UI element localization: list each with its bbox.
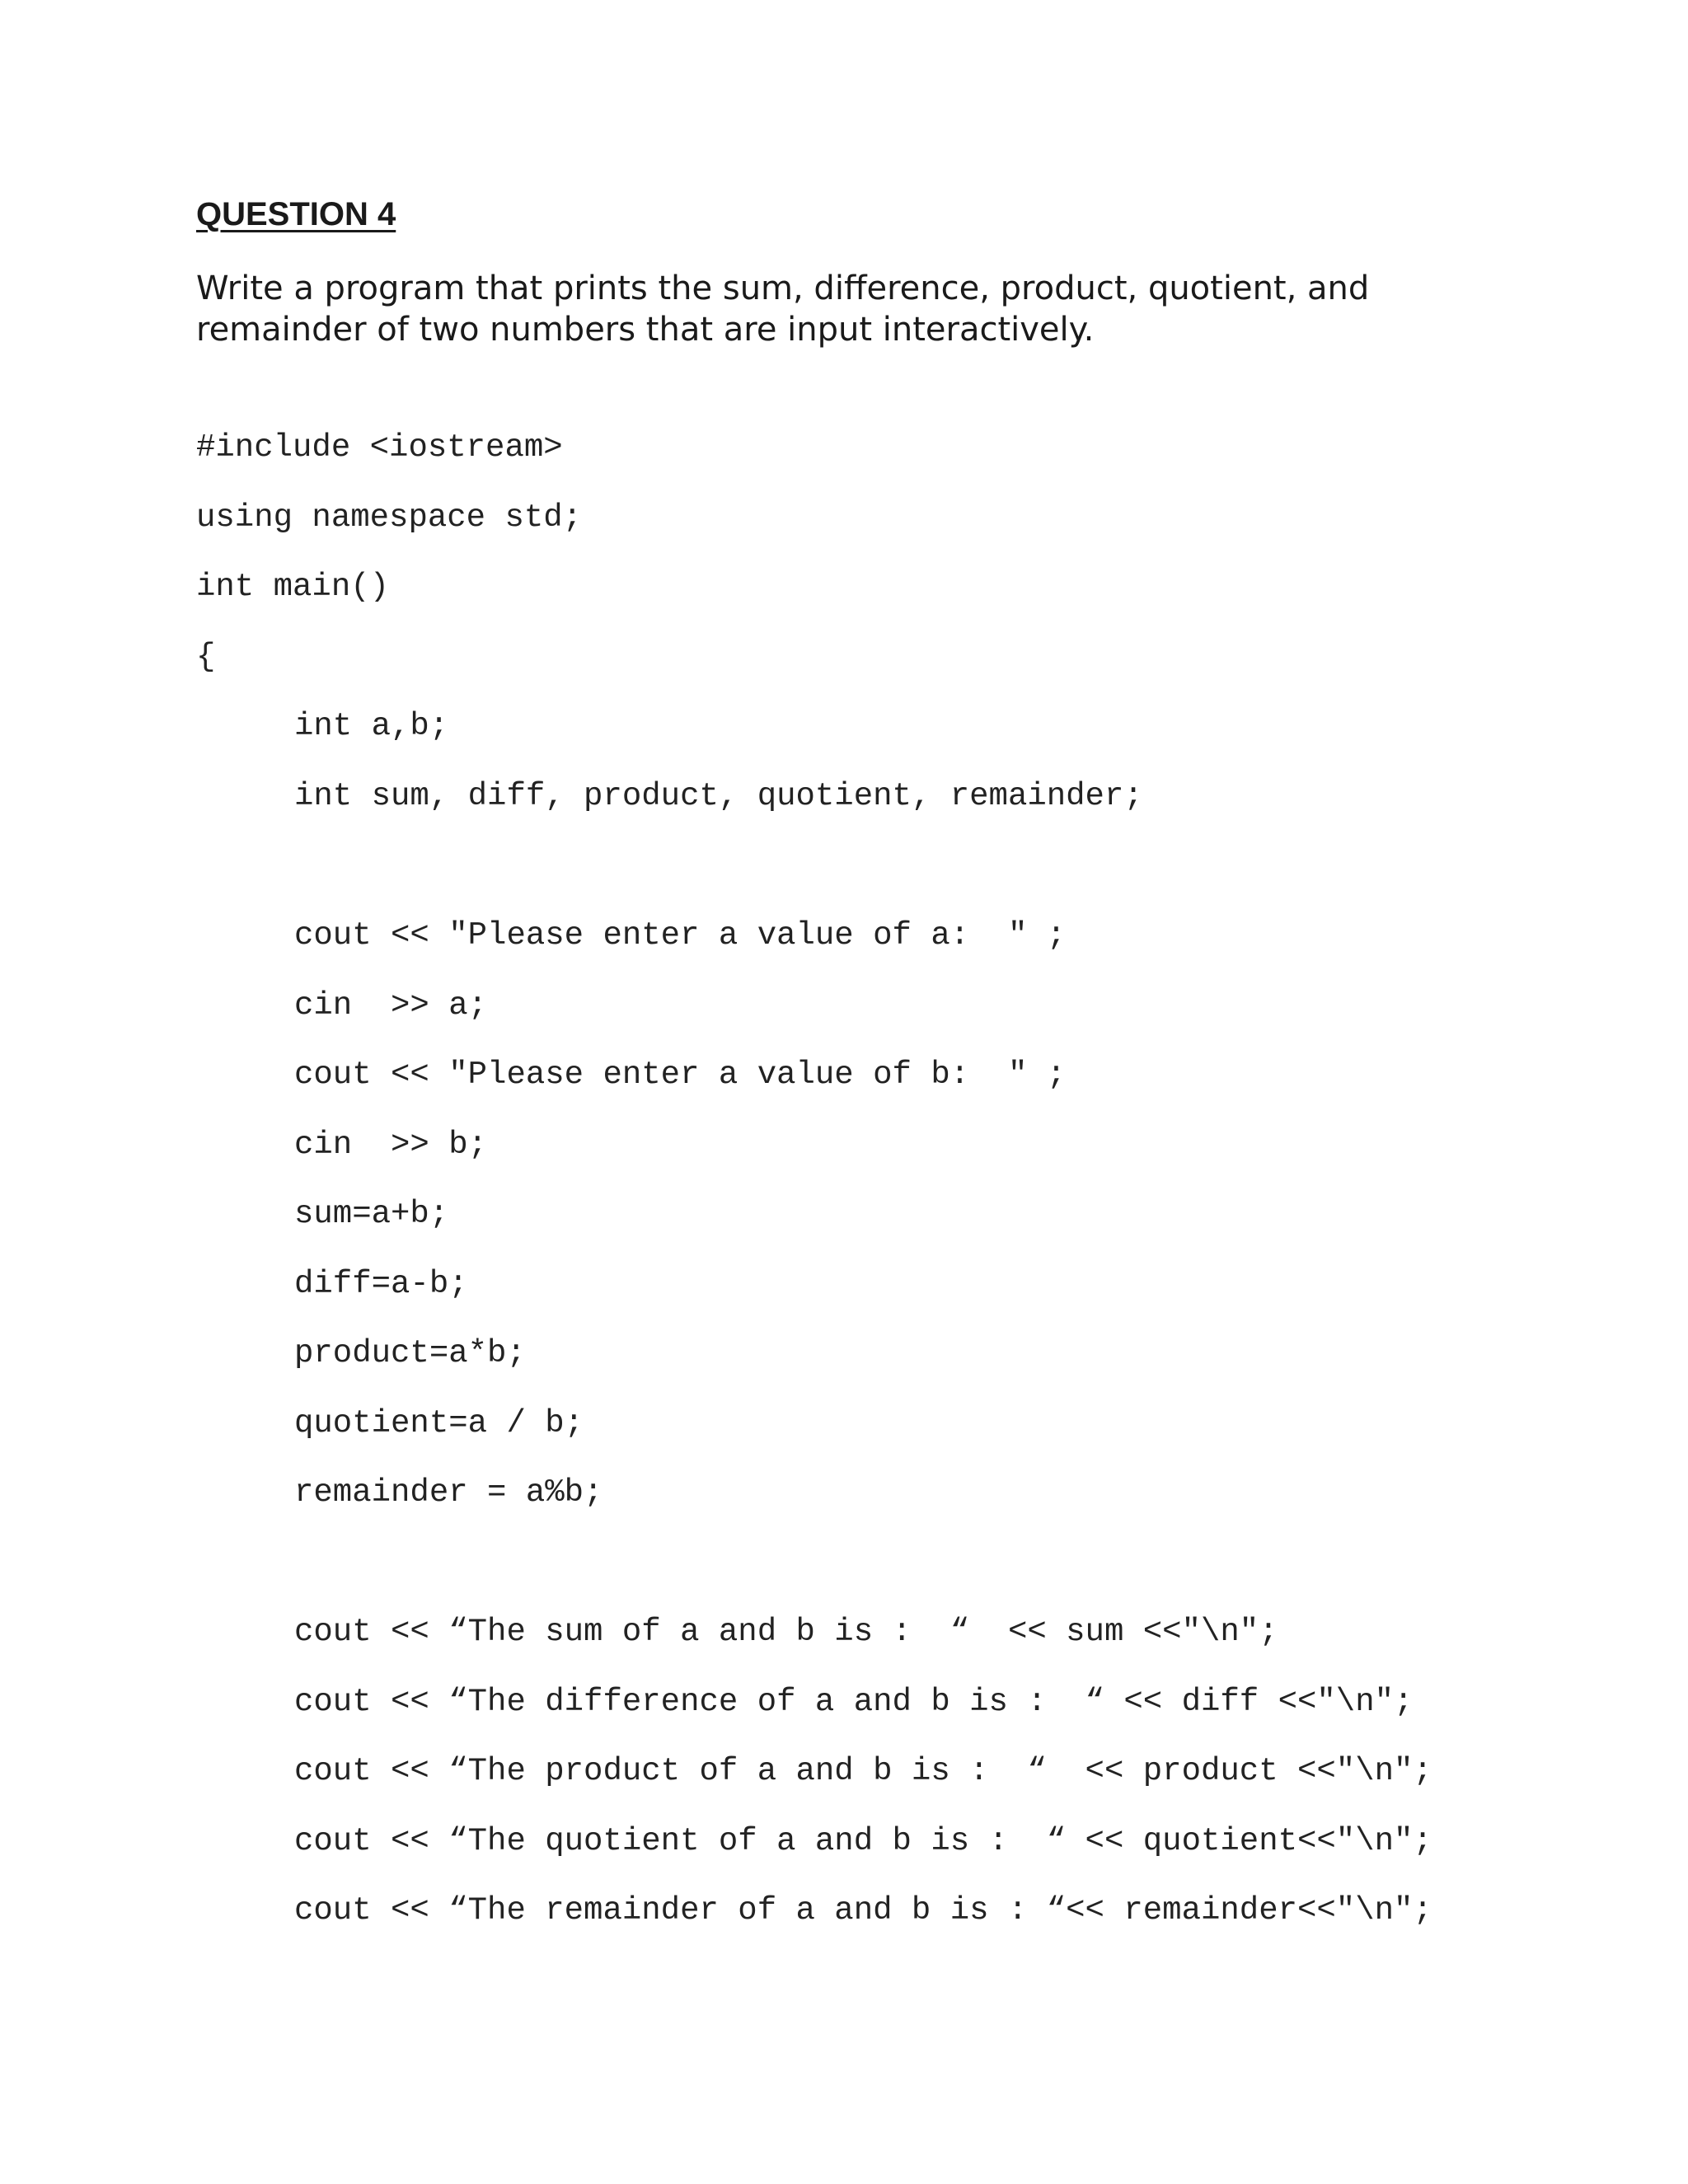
code-line-product: product=a*b; — [294, 1335, 526, 1371]
code-line-main: int main() — [196, 569, 390, 605]
code-line-declare-results: int sum, diff, product, quotient, remainder; — [294, 778, 1143, 814]
prompt-line: Write a program that prints the sum, difference, product, quotient, and — [196, 269, 1370, 307]
code-line-namespace: using namespace std; — [196, 499, 583, 536]
code-line-include: #include <iostream> — [196, 429, 563, 466]
code-line-print-quotient: cout << “The quotient of a and b is : “ << quotient<<"\n"; — [294, 1823, 1432, 1859]
code-line-read-b: cin >> b; — [294, 1127, 488, 1163]
code-line-sum: sum=a+b; — [294, 1196, 449, 1232]
code-line-quotient: quotient=a / b; — [294, 1405, 584, 1441]
code-line-remainder: remainder = a%b; — [294, 1474, 603, 1511]
prompt-line: remainder of two numbers that are input interactively. — [196, 311, 1095, 349]
code-line-open-brace: { — [196, 639, 216, 675]
question-prompt — [196, 268, 1597, 350]
code-line-diff: diff=a-b; — [294, 1266, 468, 1302]
code-line-declare-ab: int a,b; — [294, 708, 449, 744]
code-line-print-sum: cout << “The sum of a and b is : “ << sum <<"\n"; — [294, 1614, 1278, 1650]
code-line-print-diff: cout << “The difference of a and b is : “ << diff <<"\n"; — [294, 1684, 1414, 1720]
code-line-print-remainder: cout << “The remainder of a and b is : “<< remainder<<"\n"; — [294, 1892, 1432, 1929]
code-line-prompt-b: cout << "Please enter a value of b: " ; — [294, 1057, 1067, 1093]
code-line-read-a: cin >> a; — [294, 987, 488, 1024]
code-line-print-product: cout << “The product of a and b is : “ << product <<"\n"; — [294, 1753, 1432, 1789]
code-line-prompt-a: cout << "Please enter a value of a: " ; — [294, 917, 1067, 954]
question-heading: QUESTION 4 — [196, 196, 396, 232]
